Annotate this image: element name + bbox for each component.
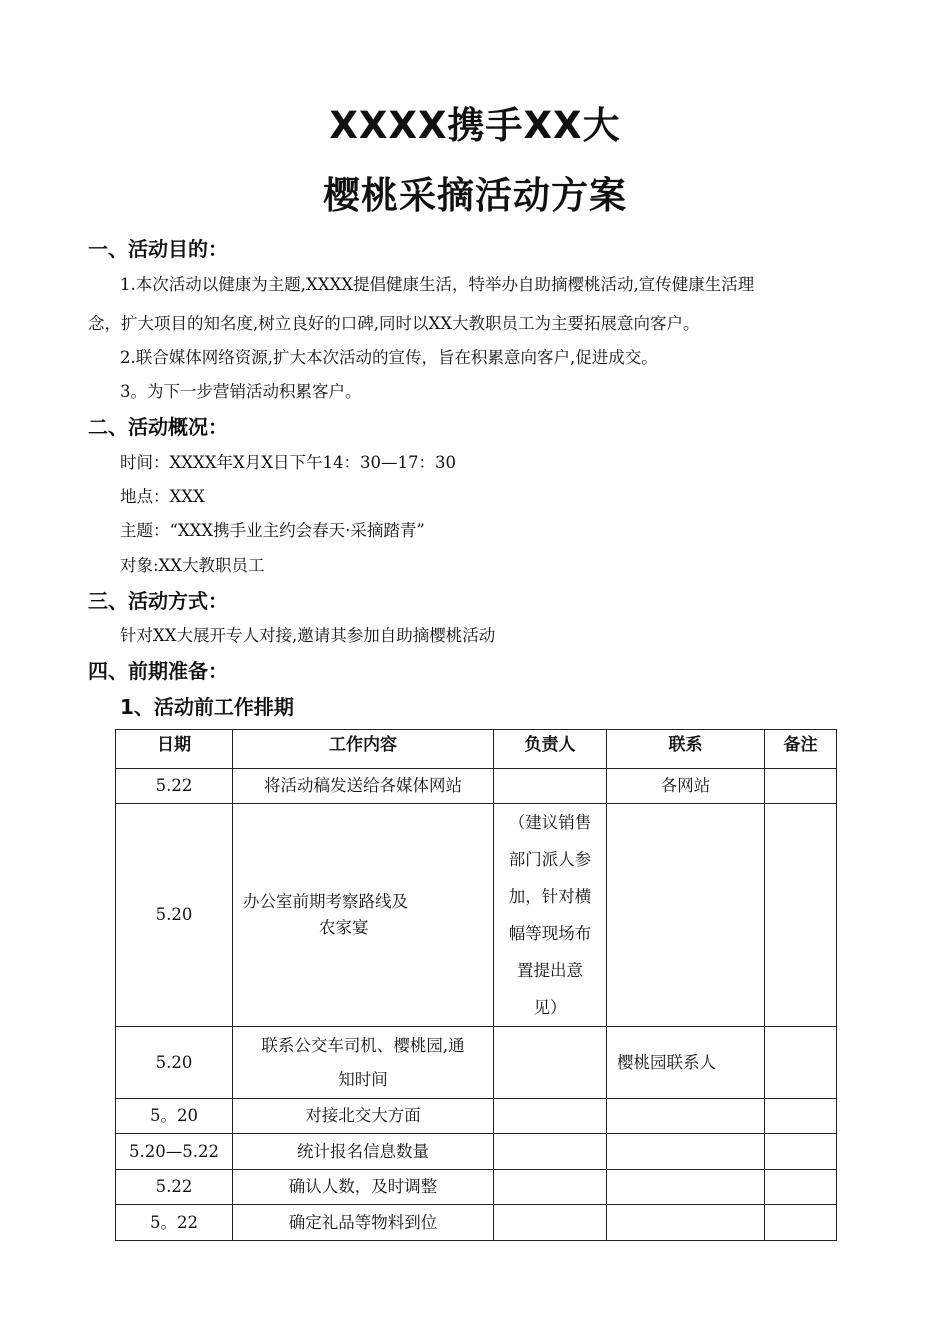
table-row: [116, 1134, 837, 1170]
cell-note: [765, 1027, 837, 1099]
cell-content: 确认人数，及时调整: [233, 1170, 494, 1205]
section3-heading: 三、活动方式：: [88, 589, 228, 613]
cell-date: 5.20: [116, 804, 233, 1027]
cell-note: [765, 1134, 837, 1170]
cell-owner: [494, 1134, 607, 1170]
table-row: [116, 1099, 837, 1134]
section1-heading: 一、活动目的：: [88, 237, 228, 261]
cell-content-line: 知时间: [338, 1069, 388, 1089]
cell-content: 将活动稿发送给各媒体网站: [233, 769, 494, 804]
overview-place: 地点：XXX: [120, 487, 205, 506]
cell-contact: [607, 1170, 765, 1205]
schedule-table: [115, 729, 837, 1241]
cell-contact: [607, 1099, 765, 1134]
owner-line: 部门派人参: [508, 850, 592, 869]
section3-text: 针对XX大展开专人对接,邀请其参加自助摘樱桃活动: [120, 626, 496, 645]
header-contact: 联系: [607, 730, 765, 769]
cell-date: 5.20: [116, 1027, 233, 1099]
cell-content: 确定礼品等物料到位: [233, 1205, 494, 1241]
table-row: [116, 1170, 837, 1205]
table-row: [116, 1027, 837, 1099]
cell-content: [233, 1027, 494, 1099]
overview-target: 对象:XX大教职员工: [120, 556, 265, 575]
cell-contact: [607, 1205, 765, 1241]
table-row: [116, 1205, 837, 1241]
section1-paragraph1-line1: 1.本次活动以健康为主题,XXXX提倡健康生活，特举办自助摘樱桃活动,宣传健康生活理: [120, 275, 755, 294]
cell-date: 5.20—5.22: [116, 1134, 233, 1170]
header-content: 工作内容: [233, 730, 494, 769]
section1-paragraph3: 3。为下一步营销活动积累客户。: [120, 382, 362, 401]
header-date: 日期: [116, 730, 233, 769]
overview-theme: 主题：“XXX携手业主约会春天·采摘踏青”: [120, 521, 425, 540]
cell-contact: [607, 1134, 765, 1170]
cell-note: [765, 1170, 837, 1205]
owner-line: 幅等现场布: [508, 924, 592, 943]
cell-note: [765, 804, 837, 1027]
section1-paragraph1-line2: 念，扩大项目的知名度,树立良好的口碑,同时以XX大教职员工为主要拓展意向客户。: [88, 314, 700, 333]
cell-date: 5。22: [116, 1205, 233, 1241]
document-title-line1: XXXX携手XX大: [329, 104, 621, 147]
owner-line: 加，针对横: [508, 887, 592, 906]
cell-note: [765, 769, 837, 804]
cell-note: [765, 1205, 837, 1241]
cell-content-line: 农家宴: [319, 918, 369, 937]
overview-time: 时间：XXXX年X月X日下午14：30—17：30: [120, 453, 456, 472]
header-note: 备注: [765, 730, 837, 769]
cell-content: 统计报名信息数量: [233, 1134, 494, 1170]
section4-subheading: 1、活动前工作排期: [120, 695, 294, 719]
document-title-line2: 樱桃采摘活动方案: [323, 174, 627, 217]
cell-content-line: 办公室前期考察路线及: [243, 892, 408, 911]
cell-date: 5。20: [116, 1099, 233, 1134]
cell-date: 5.22: [116, 1170, 233, 1205]
cell-contact: [607, 804, 765, 1027]
cell-date: 5.22: [116, 769, 233, 804]
cell-owner: [494, 769, 607, 804]
cell-note: [765, 1099, 837, 1134]
table-row: [116, 804, 837, 1027]
cell-contact: 各网站: [607, 769, 765, 804]
section1-paragraph2: 2.联合媒体网络资源,扩大本次活动的宣传，旨在积累意向客户,促进成交。: [120, 348, 658, 367]
cell-content: 对接北交大方面: [233, 1099, 494, 1134]
cell-owner: [494, 1205, 607, 1241]
cell-owner: [494, 1027, 607, 1099]
table-row: [116, 769, 837, 804]
cell-owner: [494, 1099, 607, 1134]
cell-content-line: 联系公交车司机、樱桃园,通: [261, 1035, 465, 1055]
section4-heading: 四、前期准备：: [88, 659, 228, 683]
section2-heading: 二、活动概况：: [88, 415, 228, 439]
table-header-row: [116, 730, 837, 769]
header-owner: 负责人: [494, 730, 607, 769]
cell-owner: [494, 1170, 607, 1205]
owner-line: （建议销售: [508, 813, 592, 832]
cell-owner: [494, 804, 607, 1027]
cell-contact: 樱桃园联系人: [607, 1027, 765, 1099]
owner-line: 见）: [533, 998, 567, 1017]
owner-line: 置提出意: [517, 961, 583, 980]
cell-content: [233, 804, 494, 1027]
